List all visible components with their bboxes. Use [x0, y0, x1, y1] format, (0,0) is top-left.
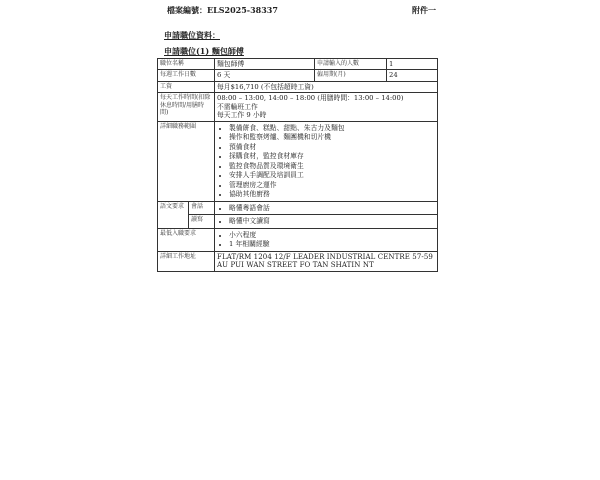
hours-line: 每天工作 9 小時	[217, 111, 267, 120]
speak-label: 會話	[189, 201, 215, 214]
row-hours	[158, 93, 438, 121]
min-req-item: • 1 年相關經驗	[229, 240, 435, 248]
headcount-label: 申請輸入的人數	[315, 59, 387, 70]
min-req-item: • 小六程度	[229, 231, 435, 239]
speak-value	[215, 201, 438, 214]
job-title-label: 職位名稱	[158, 59, 215, 70]
days-label: 每週工作日數	[158, 70, 215, 81]
hours-value	[215, 93, 438, 121]
period-value: 24	[387, 70, 438, 81]
row-address	[158, 251, 438, 272]
section-title: 申請職位資料：	[164, 30, 220, 40]
duty-item: • 操作和監察烤爐、麵團機和切片機	[229, 133, 435, 141]
file-number: 檔案編號：ELS2025-38337	[167, 5, 278, 15]
duty-item: • 協助其他廚務	[229, 190, 435, 198]
read-label: 讀寫	[189, 215, 215, 228]
row-duties	[158, 121, 438, 201]
duty-item: • 製備餅食、糕點、甜點、朱古力及麵包	[229, 124, 435, 132]
min-req-label: 最低入職要求	[158, 228, 215, 251]
duty-item: • 監控食物品質及環境衛生	[229, 162, 435, 170]
language-label: 語文要求	[158, 201, 189, 228]
duties-value	[215, 121, 438, 201]
address-label: 詳細工作地址	[158, 251, 215, 272]
row-language-read	[158, 215, 438, 228]
duties-list	[217, 124, 435, 199]
duty-item: • 管理廚房之運作	[229, 181, 435, 189]
headcount-value: 1	[387, 59, 438, 70]
row-wage	[158, 81, 438, 92]
address-value: FLAT/RM 1204 12/F LEADER INDUSTRIAL CENTRE 57-59 AU PUI WAN STREET FO TAN SHATIN NT	[215, 251, 438, 272]
read-value	[215, 215, 438, 228]
duties-label: 詳細職務範圍	[158, 121, 215, 201]
wage-label: 工資	[158, 81, 215, 92]
row-language-speak	[158, 201, 438, 214]
speak-requirement: • 略懂粵語會話	[229, 204, 435, 212]
duty-item: • 預備食材	[229, 143, 435, 151]
position-title: 申請職位(1) 麵包師傅	[164, 46, 244, 56]
job-title-value: 麵包師傅	[215, 59, 315, 70]
hours-line: 不需輪班工作	[217, 102, 258, 111]
annex-label: 附件一	[412, 5, 436, 15]
wage-value: 每月$16,710 (不包括超時工資)	[215, 81, 438, 92]
read-requirement: • 略懂中文讀寫	[229, 217, 435, 225]
duty-item: • 採購食材，監控食材庫存	[229, 152, 435, 160]
row-min-requirements	[158, 228, 438, 251]
min-req-list	[217, 231, 435, 249]
position-details-table	[157, 58, 438, 272]
hours-line: 08:00 – 13:00, 14:00 – 18:00 (用膳時間：13:00 – 14:00)	[217, 94, 404, 103]
row-job-title	[158, 59, 438, 70]
row-days	[158, 70, 438, 81]
period-label: 僱用期(月)	[315, 70, 387, 81]
duty-item: • 安排人手調配及培訓員工	[229, 171, 435, 179]
hours-label: 每天工作時間(扣除休息時間/用膳時間)	[158, 93, 215, 121]
days-value: 6 天	[215, 70, 315, 81]
min-req-value	[215, 228, 438, 251]
